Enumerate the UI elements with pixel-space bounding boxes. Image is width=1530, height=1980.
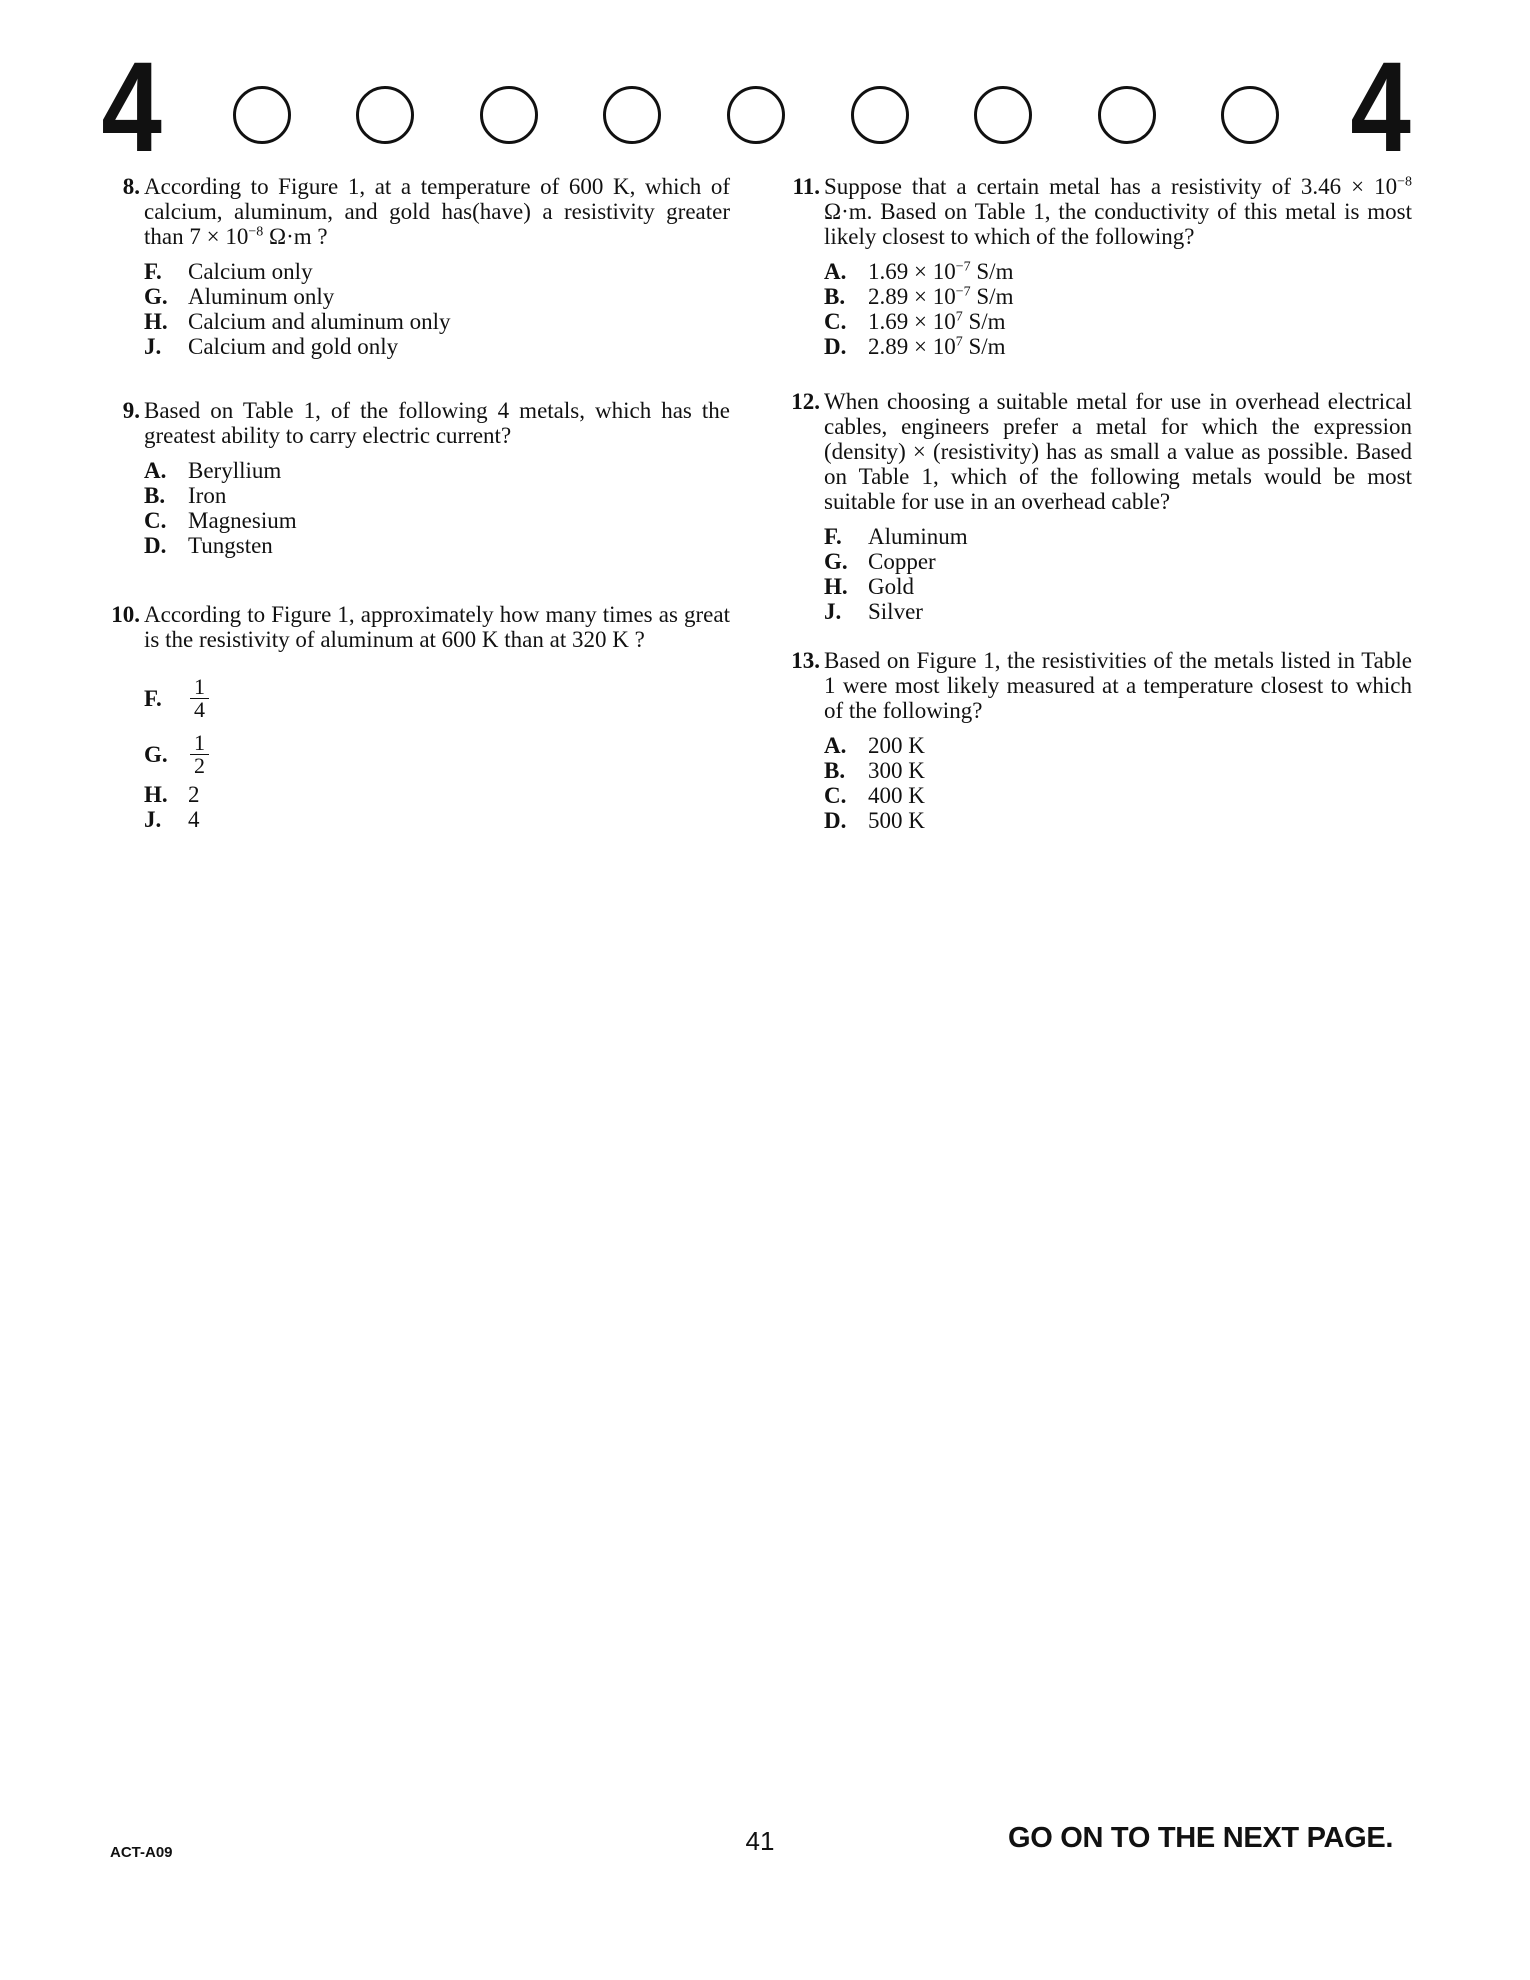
circle-icon — [480, 86, 538, 144]
question-stem: When choosing a suitable metal for use in overhead electrical cables, engineers prefer a metal for which the expression (density) × (resistivity) has as small a value as possible. Based on Table 1, which of the following metals would be most suitable for use in an overhead cable? — [824, 389, 1412, 514]
option-text: Copper — [868, 549, 936, 574]
option-letter: H. — [144, 782, 168, 807]
question-stem: Based on Figure 1, the resistivities of the metals listed in Table 1 were most likely measured at a temperature closest to which of the following? — [824, 648, 1412, 723]
option-letter: A. — [144, 458, 167, 483]
answer-options — [824, 733, 1412, 833]
circle-icon — [1098, 86, 1156, 144]
option-unit: S/m — [970, 284, 1014, 309]
option-text: Iron — [188, 483, 227, 508]
option-text: Aluminum — [868, 524, 968, 549]
question-number: 8. — [122, 174, 140, 199]
question-number: 12. — [791, 389, 820, 414]
fraction-numerator: 1 — [190, 676, 209, 699]
section-number-left: 4 — [101, 36, 162, 179]
question-stem: Based on Table 1, of the following 4 metals, which has the greatest ability to carry electric current? — [144, 398, 730, 448]
answer-option[interactable] — [824, 549, 1412, 574]
option-text — [868, 334, 1006, 359]
question-8 — [100, 174, 730, 359]
circle-icon — [851, 86, 909, 144]
answer-option[interactable] — [824, 758, 1412, 783]
answer-option[interactable] — [144, 508, 730, 533]
test-form-code: ACT-A09 — [110, 1844, 173, 1861]
circle-icon — [233, 86, 291, 144]
answer-option[interactable] — [144, 458, 730, 483]
option-text: 4 — [188, 807, 200, 832]
option-text: Magnesium — [188, 508, 297, 533]
circle-icon — [356, 86, 414, 144]
option-letter: D. — [144, 533, 167, 558]
exponent: 7 — [955, 334, 963, 350]
answer-option[interactable] — [144, 533, 730, 558]
option-letter: J. — [144, 807, 162, 832]
left-column — [100, 174, 730, 832]
right-column — [780, 174, 1412, 833]
option-text: Silver — [868, 599, 923, 624]
option-text — [868, 309, 1006, 334]
circle-icon — [1221, 86, 1279, 144]
answer-option[interactable] — [824, 808, 1412, 833]
question-10 — [100, 602, 730, 832]
option-text: 200 K — [868, 733, 925, 758]
option-text: Calcium and aluminum only — [188, 309, 451, 334]
circle-icon — [974, 86, 1032, 144]
exponent: −8 — [1397, 174, 1412, 190]
answer-option[interactable] — [144, 726, 730, 782]
option-base: 1.69 × 10 — [868, 309, 956, 334]
answer-option[interactable] — [824, 574, 1412, 599]
fraction-numerator: 1 — [190, 732, 209, 755]
stem-text: Ω·m. Based on Table 1, the conductivity of this metal is most likely closest to which of the following? — [824, 199, 1412, 249]
question-number: 9. — [122, 398, 140, 423]
option-text: Aluminum only — [188, 284, 335, 309]
answer-options — [144, 670, 730, 832]
option-letter: F. — [144, 685, 162, 711]
answer-option[interactable] — [144, 807, 730, 832]
question-13 — [780, 648, 1412, 833]
stem-text: According to Figure 1, at a temperature of 600 K, which of calcium, aluminum, and gold has(have) a resistivity greater than 7 × 10 — [144, 174, 730, 249]
next-page-instruction: GO ON TO THE NEXT PAGE. — [1008, 1822, 1394, 1854]
circle-icon — [603, 86, 661, 144]
option-letter: H. — [144, 309, 168, 334]
option-base: 2.89 × 10 — [868, 334, 956, 359]
exponent: 7 — [955, 309, 963, 325]
answer-option[interactable] — [824, 599, 1412, 624]
circle-icon — [727, 86, 785, 144]
option-letter: C. — [824, 309, 847, 334]
page-number: 41 — [745, 1826, 775, 1856]
question-11 — [780, 174, 1412, 359]
option-text: Gold — [868, 574, 914, 599]
option-letter: G. — [824, 549, 848, 574]
option-text — [868, 259, 1013, 284]
answer-option[interactable] — [144, 259, 730, 284]
option-base: 1.69 × 10 — [868, 259, 956, 284]
answer-option[interactable] — [144, 284, 730, 309]
section-header — [96, 36, 1416, 179]
question-number: 10. — [111, 602, 140, 627]
answer-options — [824, 524, 1412, 624]
answer-option[interactable] — [824, 334, 1412, 359]
option-unit: S/m — [970, 259, 1014, 284]
option-letter: G. — [144, 284, 168, 309]
answer-option[interactable] — [144, 483, 730, 508]
answer-option[interactable] — [824, 259, 1412, 284]
option-letter: C. — [824, 783, 847, 808]
option-text — [868, 284, 1013, 309]
option-letter: F. — [824, 524, 842, 549]
option-letter: F. — [144, 259, 162, 284]
answer-option[interactable] — [824, 783, 1412, 808]
option-text: 300 K — [868, 758, 925, 783]
option-unit: S/m — [962, 309, 1006, 334]
option-letter: C. — [144, 508, 167, 533]
section-number-right: 4 — [1350, 36, 1411, 179]
answer-option[interactable] — [144, 334, 730, 359]
option-letter: J. — [144, 334, 162, 359]
option-letter: B. — [824, 758, 846, 783]
fraction-denominator: 4 — [194, 696, 205, 722]
option-unit: S/m — [962, 334, 1006, 359]
answer-option[interactable] — [824, 284, 1412, 309]
question-number: 13. — [791, 648, 820, 673]
question-9 — [100, 398, 730, 558]
answer-options — [144, 458, 730, 558]
option-letter: A. — [824, 259, 847, 284]
question-stem — [144, 174, 730, 249]
option-text: Tungsten — [188, 533, 273, 558]
exponent: −7 — [955, 284, 971, 300]
exponent: −8 — [248, 224, 264, 240]
option-text: Calcium only — [188, 259, 313, 284]
option-letter: B. — [824, 284, 846, 309]
question-stem: According to Figure 1, approximately how many times as great is the resistivity of aluminum at 600 K than at 320 K ? — [144, 602, 730, 652]
option-letter: A. — [824, 733, 847, 758]
question-number: 11. — [792, 174, 820, 199]
answer-option[interactable] — [824, 524, 1412, 549]
fraction — [190, 673, 209, 722]
option-text: Calcium and gold only — [188, 334, 399, 359]
answer-option[interactable] — [144, 670, 730, 726]
answer-options — [824, 259, 1412, 359]
option-letter: B. — [144, 483, 166, 508]
option-text: 400 K — [868, 783, 925, 808]
option-letter: D. — [824, 808, 847, 833]
option-letter: H. — [824, 574, 848, 599]
stem-text: Ω·m ? — [263, 224, 328, 249]
option-letter: G. — [144, 741, 168, 767]
fraction-denominator: 2 — [194, 752, 205, 778]
option-base: 2.89 × 10 — [868, 284, 956, 309]
option-text: 500 K — [868, 808, 925, 833]
option-text: Beryllium — [188, 458, 282, 483]
answer-options — [144, 259, 730, 359]
answer-option[interactable] — [144, 782, 730, 807]
fraction — [190, 729, 209, 778]
option-letter: J. — [824, 599, 842, 624]
option-letter: D. — [824, 334, 847, 359]
answer-option[interactable] — [824, 309, 1412, 334]
question-12 — [780, 389, 1412, 624]
exponent: −7 — [955, 259, 971, 275]
answer-option[interactable] — [824, 733, 1412, 758]
stem-text: Suppose that a certain metal has a resistivity of 3.46 × 10 — [824, 174, 1398, 199]
question-stem — [824, 174, 1412, 249]
answer-option[interactable] — [144, 309, 730, 334]
option-text: 2 — [188, 782, 200, 807]
